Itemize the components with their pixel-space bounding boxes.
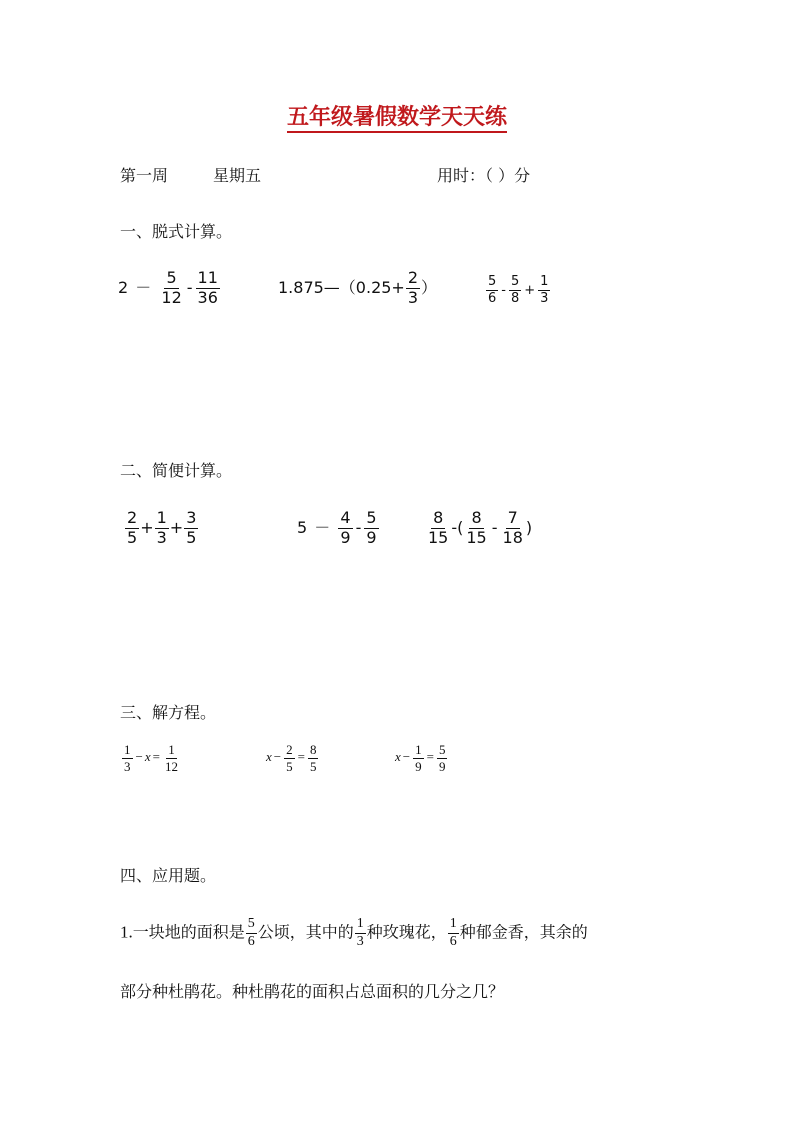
s2e2-op2: -	[355, 517, 362, 537]
s1e3-fraction-1: $\frac{5}{6}$	[488, 274, 497, 306]
s3e2-equals: =	[297, 749, 305, 765]
section-1-heading: 一、脱式计算。	[120, 222, 233, 241]
s2e1-op1: +	[140, 517, 154, 537]
problem-text-4: 种郁金香，其余的	[459, 922, 588, 942]
page-title-text: 五年级暑假数学天天练	[287, 104, 507, 133]
s3e2-fraction-1: $\frac{2}{5}$	[286, 742, 293, 774]
s2e3-close: )	[525, 517, 533, 537]
s3e3-fraction-1: $\frac{1}{9}$	[415, 742, 422, 774]
s2e1-fraction-3: $\frac{3}{5}$	[186, 508, 197, 547]
s1-expression-1	[118, 270, 221, 307]
section-2-heading: 二、简便计算。	[120, 461, 233, 480]
s1-expression-3	[485, 275, 551, 305]
s2-expression-1	[124, 510, 199, 547]
s1e1-op1: －	[135, 277, 152, 297]
week-label: 第一周	[120, 166, 169, 185]
s3e1-fraction-2: $\frac{1}{12}$	[164, 742, 178, 774]
problem-text-2: 公顷，其中的	[257, 922, 354, 942]
s2e3-fraction-1: $\frac{8}{15}$	[428, 508, 449, 547]
s3-equation-1	[121, 743, 181, 773]
s1e2-fraction: $\frac{2}{3}$	[407, 268, 419, 307]
s2-expression-2	[297, 510, 380, 547]
s1e3-op1: -	[501, 282, 506, 298]
s3e1-fraction-1: $\frac{1}{3}$	[124, 742, 131, 774]
s3-equation-2	[266, 743, 319, 773]
s3e1-equals: =	[152, 749, 160, 765]
s1e2-close: ）	[421, 277, 438, 297]
s3-equation-3	[395, 743, 448, 773]
problem-text-1: 一块地的面积是	[132, 922, 245, 942]
s3e2-fraction-2: $\frac{8}{5}$	[309, 742, 317, 774]
s2-expression-3	[425, 510, 532, 547]
s3e2-op1: −	[273, 749, 282, 765]
s2e2-op1: －	[314, 517, 331, 537]
section-4-heading: 四、应用题。	[120, 866, 217, 885]
problem-fraction-1: $\frac{5}{6}$	[247, 916, 255, 949]
s2e2-fraction-2: $\frac{5}{9}$	[366, 508, 377, 547]
s1e1-fraction-1: $\frac{5}{12}$	[161, 268, 182, 307]
s2e3-fraction-2: $\frac{8}{15}$	[466, 508, 487, 547]
s2e3-fraction-3: $\frac{7}{18}$	[502, 508, 523, 547]
s2e2-fraction-1: $\frac{4}{9}$	[340, 508, 351, 547]
problem-fraction-2: $\frac{1}{3}$	[356, 916, 364, 949]
day-label: 星期五	[213, 166, 262, 185]
s2e1-fraction-1: $\frac{2}{5}$	[127, 508, 138, 547]
s1e1-fraction-2: $\frac{11}{36}$	[197, 268, 218, 307]
s3e3-op1: −	[402, 749, 411, 765]
s1e1-op2: -	[186, 277, 193, 297]
s3e3-equals: =	[426, 749, 434, 765]
s1-expression-2	[278, 270, 437, 307]
s1e1-integer: 2	[118, 277, 129, 297]
problem-text-3: 种玫瑰花，	[366, 922, 447, 942]
problem-number: 1.	[120, 922, 133, 942]
s1e3-op2: +	[524, 282, 536, 298]
word-problem-1-line-1	[120, 917, 588, 949]
section-3-heading: 三、解方程。	[120, 703, 217, 722]
s3e1-op1: −	[135, 749, 143, 765]
s2e1-op2: +	[169, 517, 184, 537]
word-problem-1-line-2: 部分种杜鹃花。种杜鹃花的面积占总面积的几分之几？	[120, 982, 505, 1001]
page-title	[0, 100, 794, 131]
time-label: 用时：（ ）分	[437, 166, 531, 185]
s1e3-fraction-2: $\frac{5}{8}$	[510, 274, 520, 306]
s3e2-variable: x	[266, 749, 272, 765]
s2e3-op1: -(	[451, 517, 464, 537]
s3e3-variable: x	[395, 749, 401, 765]
s3e3-fraction-2: $\frac{5}{9}$	[438, 742, 446, 774]
s3e1-variable: x	[144, 749, 151, 765]
s2e1-fraction-2: $\frac{1}{3}$	[156, 508, 167, 547]
problem-fraction-3: $\frac{1}{6}$	[449, 916, 457, 949]
s2e3-op2: -	[491, 517, 498, 537]
s1e3-fraction-3: $\frac{1}{3}$	[540, 274, 549, 306]
s1e2-prefix: 1.875—（0.25+	[278, 277, 405, 297]
s2e2-integer: 5	[297, 517, 308, 537]
